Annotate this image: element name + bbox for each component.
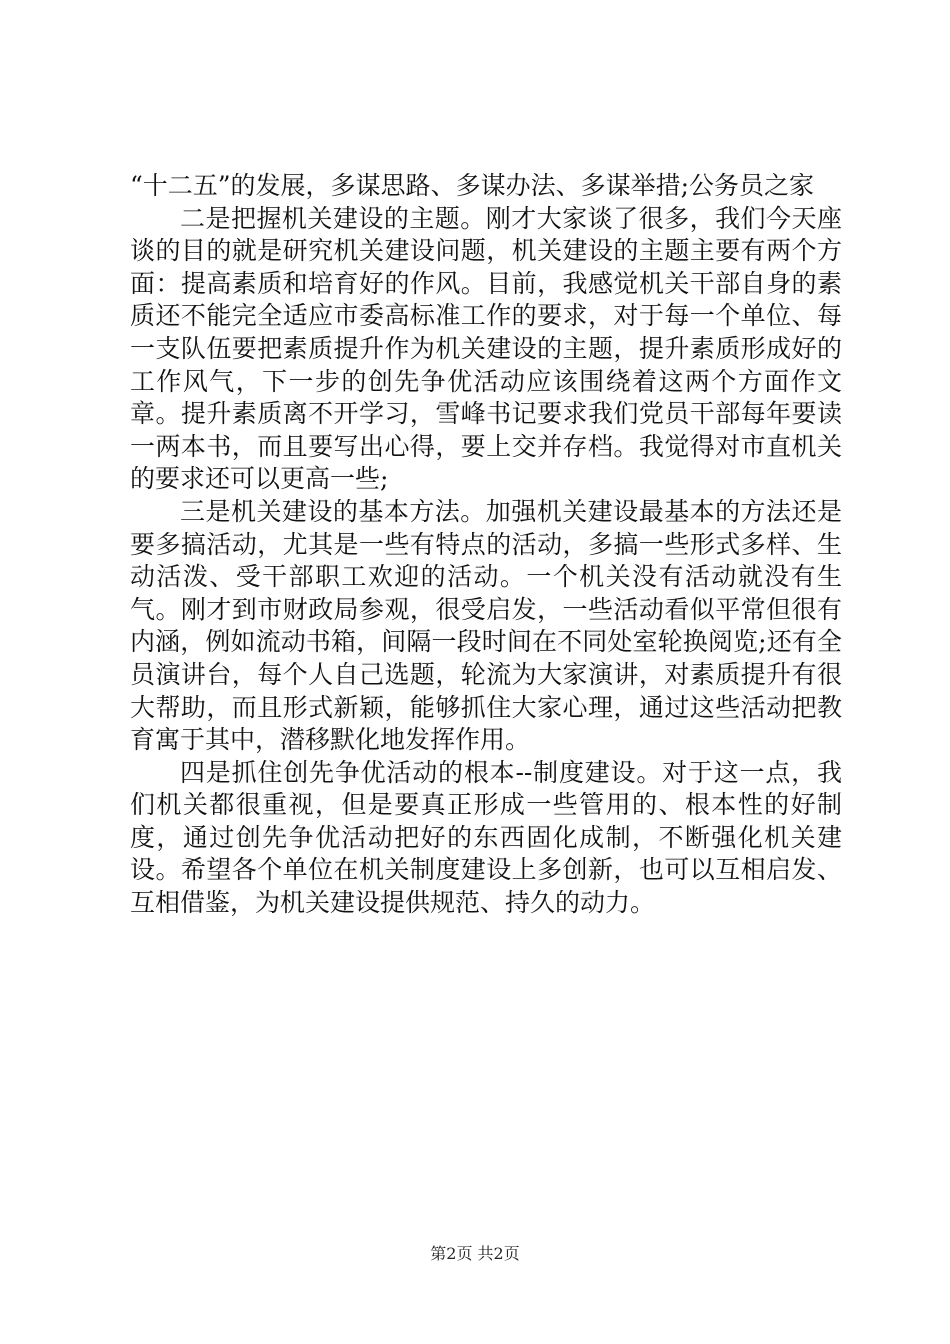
page-number-footer: 第2页 共2页 <box>430 1244 520 1263</box>
paragraph-system: 四是抓住创先争优活动的根本--制度建设。对于这一点，我们机关都很重视，但是要真正形成一些管用的、根本性的好制度，通过创先争优活动把好的东西固化成制，不断强化机关建设。希望各个单位在机关制度建设上多创新，也可以互相启发、互相借鉴，为机关建设提供规范、持久的动力。 <box>130 757 842 918</box>
paragraph-method: 三是机关建设的基本方法。加强机关建设最基本的方法还是要多搞活动，尤其是一些有特点的活动，多搞一些形式多样、生动活泼、受干部职工欢迎的活动。一个机关没有活动就没有生气。刚才到市财政局参观，很受启发，一些活动看似平常但很有内涵，例如流动书箱，间隔一段时间在不同处室轮换阅览;还有全员演讲台，每个人自己选题，轮流为大家演讲，对素质提升有很大帮助，而且形式新颖，能够抓住大家心理，通过这些活动把教育寓于其中，潜移默化地发挥作用。 <box>130 496 842 755</box>
document-body <box>130 170 842 920</box>
paragraph-theme: 二是把握机关建设的主题。刚才大家谈了很多，我们今天座谈的目的就是研究机关建设问题，机关建设的主题主要有两个方面：提高素质和培育好的作风。目前，我感觉机关干部自身的素质还不能完全适应市委高标准工作的要求，对于每一个单位、每一支队伍要把素质提升作为机关建设的主题，提升素质形成好的工作风气，下一步的创先争优活动应该围绕着这两个方面作文章。提升素质离不开学习，雪峰书记要求我们党员干部每年要读一两本书，而且要写出心得，要上交并存档。我觉得对市直机关的要求还可以更高一些; <box>130 203 842 494</box>
paragraph-continuation: “十二五”的发展，多谋思路、多谋办法、多谋举措;公务员之家 <box>130 171 814 200</box>
